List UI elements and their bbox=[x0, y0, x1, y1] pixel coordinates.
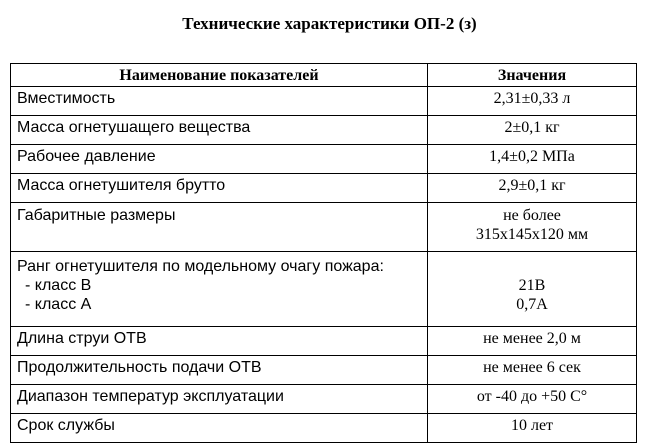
row-name-working-pressure: Рабочее давление bbox=[11, 145, 428, 174]
row-name-discharge-duration: Продолжительность подачи ОТВ bbox=[11, 356, 428, 385]
row-name-temperature-range: Диапазон температур эксплуатации bbox=[11, 385, 428, 414]
table-row bbox=[11, 116, 637, 145]
row-value-dimensions bbox=[428, 203, 637, 252]
row-name-jet-length: Длина струи ОТВ bbox=[11, 327, 428, 356]
table-row bbox=[11, 203, 637, 252]
row-value-discharge-duration: не менее 6 сек bbox=[428, 356, 637, 385]
table-row bbox=[11, 356, 637, 385]
row-value-rank bbox=[428, 252, 637, 327]
rank-class-b-value: 21В bbox=[518, 277, 546, 294]
rank-class-a-label: - класс А bbox=[25, 296, 92, 313]
header-name: Наименование показателей bbox=[11, 64, 428, 87]
row-value-jet-length: не менее 2,0 м bbox=[428, 327, 637, 356]
table-row bbox=[11, 87, 637, 116]
dimensions-line-1: не более bbox=[503, 207, 561, 224]
row-value-temperature-range: от -40 до +50 С° bbox=[428, 385, 637, 414]
row-value-gross-mass: 2,9±0,1 кг bbox=[428, 174, 637, 203]
rank-class-b-label: - класс В bbox=[25, 277, 92, 294]
table-header-row bbox=[11, 64, 637, 87]
table-row bbox=[11, 145, 637, 174]
table-row bbox=[11, 327, 637, 356]
table-row bbox=[11, 385, 637, 414]
header-value: Значения bbox=[428, 64, 637, 87]
row-name-agent-mass: Масса огнетушащего вещества bbox=[11, 116, 428, 145]
row-name-dimensions: Габаритные размеры bbox=[11, 203, 428, 252]
rank-class-a-value: 0,7А bbox=[516, 296, 548, 313]
table-row bbox=[11, 252, 637, 327]
row-name-capacity: Вместимость bbox=[11, 87, 428, 116]
row-name-gross-mass: Масса огнетушителя брутто bbox=[11, 174, 428, 203]
row-value-working-pressure: 1,4±0,2 МПа bbox=[428, 145, 637, 174]
row-value-agent-mass: 2±0,1 кг bbox=[428, 116, 637, 145]
page-title: Технические характеристики ОП-2 (з) bbox=[182, 14, 477, 33]
table-row bbox=[11, 174, 637, 203]
rank-label: Ранг огнетушителя по модельному очагу пожара: bbox=[17, 258, 384, 275]
table-row bbox=[11, 414, 637, 443]
row-value-capacity: 2,31±0,33 л bbox=[428, 87, 637, 116]
row-name-service-life: Срок службы bbox=[11, 414, 428, 443]
specifications-table bbox=[10, 63, 637, 443]
row-value-service-life: 10 лет bbox=[428, 414, 637, 443]
row-name-rank bbox=[11, 252, 428, 327]
dimensions-line-2: 315х145х120 мм bbox=[475, 226, 589, 243]
rank-spacer bbox=[434, 257, 630, 276]
